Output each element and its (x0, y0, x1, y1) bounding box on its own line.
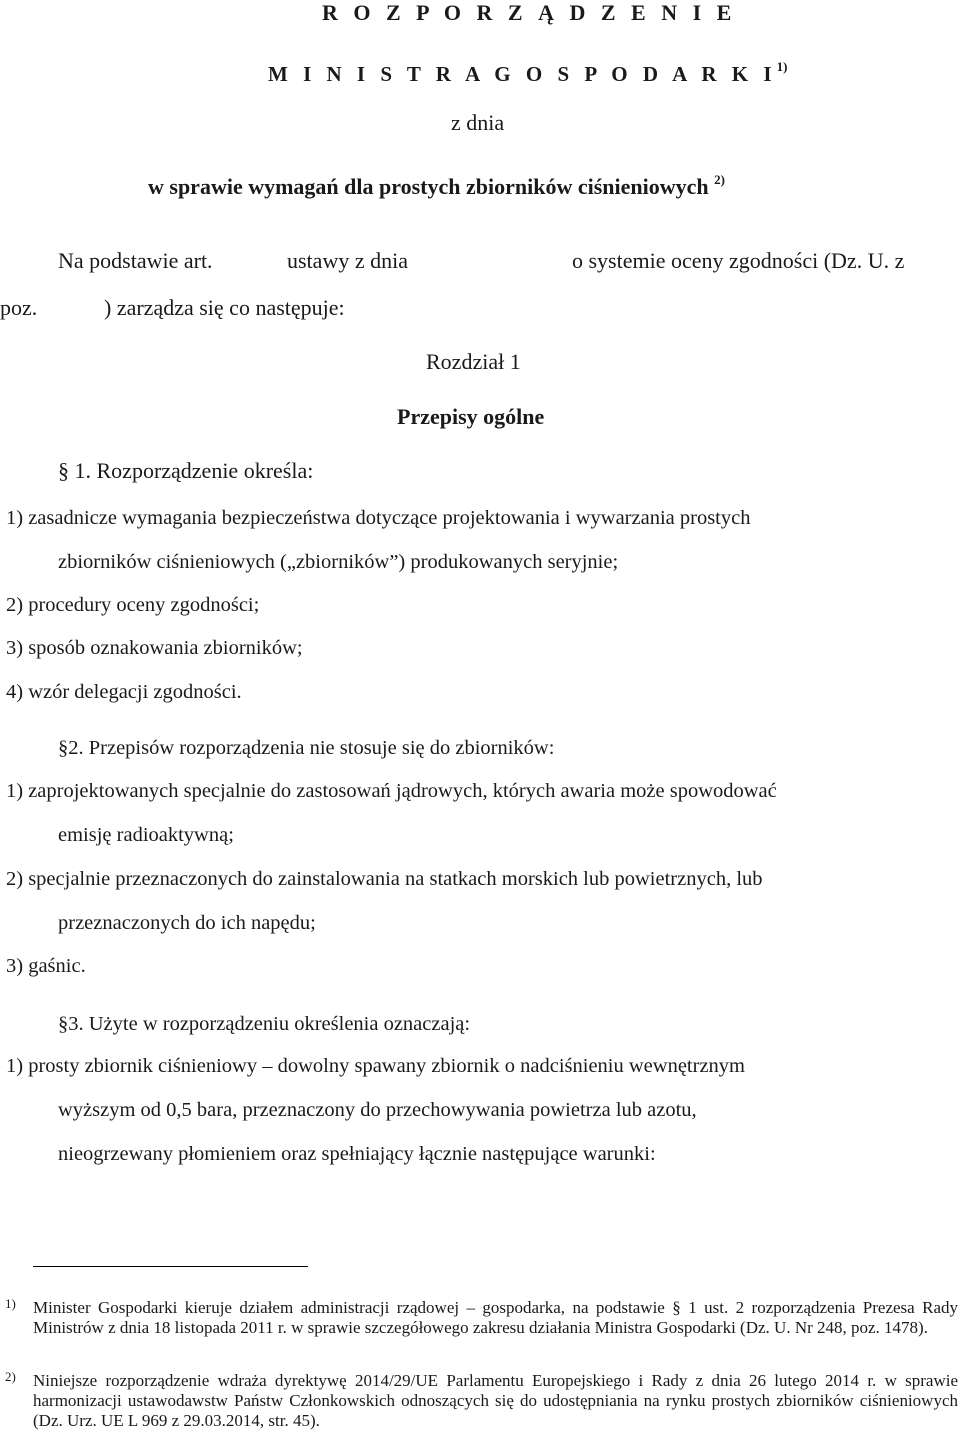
date-line: z dnia (451, 110, 505, 135)
section-3-item-1-cont: wyższym od 0,5 bara, przeznaczony do przechowywania powietrza lub azotu, (58, 1099, 697, 1121)
ministry-name: M I N I S T R A G O S P O D A R K I (268, 62, 777, 86)
basis-part-1: Na podstawie art. (58, 248, 213, 273)
section-symbol: § (58, 737, 69, 759)
basis-part-2: ustawy z dnia (287, 248, 408, 273)
section-2-item-1: 1) zaprojektowanych specjalnie do zastosowań jądrowych, których awaria może spowodować (6, 780, 777, 802)
footnote-ref-2: 2) (714, 172, 725, 187)
section-1-item-1: 1) zasadnicze wymagania bezpieczeństwa dotyczące projektowania i wywarzania prostych (6, 507, 751, 529)
section-1-heading (58, 458, 313, 484)
section-2-item-2-cont: przeznaczonych do ich napędu; (58, 912, 316, 934)
basis-part-5: ) zarządza się co następuje: (104, 295, 345, 320)
section-2-item-1-cont: emisję radioaktywną; (58, 824, 234, 846)
section-3-item-1: 1) prosty zbiornik ciśnieniowy – dowolny spawany zbiornik o nadciśnieniu wewnętrznym (6, 1055, 745, 1077)
section-2-lead: 2. Przepisów rozporządzenia nie stosuje się do zbiorników: (68, 737, 555, 759)
chapter-number: Rozdział 1 (426, 349, 521, 374)
section-1-item-1-cont: zbiorników ciśnieniowych („zbiorników”) produkowanych seryjnie; (58, 551, 619, 573)
section-3-item-1-cont-2: nieogrzewany płomieniem oraz spełniający łącznie następujące warunki: (58, 1143, 656, 1165)
footnote-2-text: Niniejsze rozporządzenie wdraża dyrektywę 2014/29/UE Parlamentu Europejskiego i Rady z dnia 26 lutego 2014 r. w sprawie harmonizacji ustawodawstw Państw Członkowskich odnoszących się do udostępniania na rynku prostych zbiorników ciśnieniowych (Dz. Urz. UE L 969 z 29.03.2014, str. 45). (33, 1371, 958, 1430)
section-1-item-4: 4) wzór delegacji zgodności. (6, 681, 242, 703)
chapter-title: Przepisy ogólne (397, 404, 545, 429)
section-3-heading (58, 1011, 470, 1037)
section-1-item-3: 3) sposób oznakowania zbiorników; (6, 637, 303, 659)
footnote-ref-1: 1) (776, 59, 788, 74)
footnote-1-text: Minister Gospodarki kieruje działem administracji rządowej – gospodarka, na podstawie § 1 ust. 2 rozporządzenia Prezesa Rady Ministrów z dnia 18 listopada 2011 r. w sprawie szczegółowego zakresu działania Ministra Gospodarki (Dz. U. Nr 248, poz. 1478). (33, 1298, 958, 1337)
section-symbol: § (58, 458, 69, 483)
footnote-2-label: 2) (5, 1369, 16, 1384)
footnote-separator (33, 1266, 308, 1267)
section-2-item-3: 3) gaśnic. (6, 955, 86, 977)
section-2-heading (58, 735, 554, 761)
subject-text: w sprawie wymagań dla prostych zbiorników ciśnieniowych (148, 174, 709, 199)
basis-part-3: o systemie oceny zgodności (Dz. U. z (572, 248, 905, 273)
section-symbol: § (58, 1013, 69, 1035)
basis-part-4: poz. (0, 295, 38, 320)
section-1-item-2: 2) procedury oceny zgodności; (6, 594, 260, 616)
subject-title (148, 167, 725, 200)
footnote-1-label: 1) (5, 1296, 16, 1311)
section-3-lead: 3. Użyte w rozporządzeniu określenia oznaczają: (68, 1013, 471, 1035)
section-2-item-2: 2) specjalnie przeznaczonych do zainstalowania na statkach morskich lub powietrznych, lub (6, 868, 763, 890)
section-1-lead: 1. Rozporządzenie określa: (74, 458, 314, 483)
ministry-title (268, 54, 787, 87)
document-type-title: R O Z P O R Z Ą D Z E N I E (322, 0, 737, 25)
